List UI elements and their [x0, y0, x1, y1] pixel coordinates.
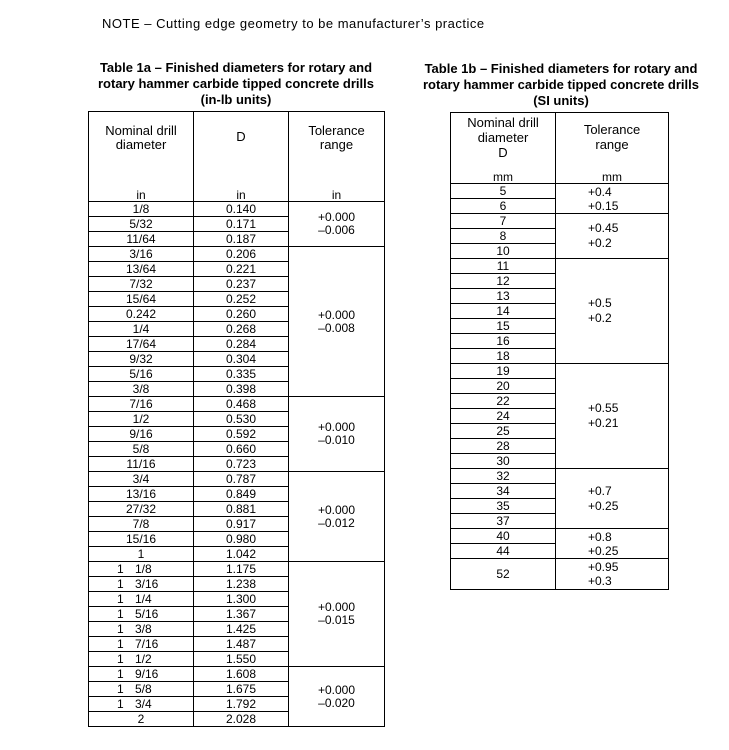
table-row: [89, 667, 385, 682]
caption-line: Table 1b – Finished diameters for rotary and: [424, 61, 698, 76]
table-1a-caption: [86, 60, 386, 108]
header-text: range: [319, 137, 354, 152]
whole-part: 1: [117, 637, 124, 651]
nominal-diameter-cell: 5/16: [89, 367, 194, 382]
tolerance-upper: +0.4: [588, 184, 612, 199]
nominal-diameter-cell: 8: [451, 229, 556, 244]
fraction-part: 7/16: [135, 637, 159, 651]
diameter-d-cell: 0.917: [194, 517, 289, 532]
whole-part: 1: [117, 697, 124, 711]
nominal-diameter-cell: 11/64: [89, 232, 194, 247]
diameter-d-cell: 0.237: [194, 277, 289, 292]
header-d: [194, 112, 289, 190]
diameter-d-cell: 1.425: [194, 622, 289, 637]
table-1b-caption: [414, 61, 708, 109]
diameter-d-cell: 0.221: [194, 262, 289, 277]
tolerance-range-cell: [556, 214, 669, 259]
diameter-d-cell: 0.187: [194, 232, 289, 247]
diameter-d-cell: 0.252: [194, 292, 289, 307]
nominal-diameter-cell: 22: [451, 394, 556, 409]
diameter-d-cell: 0.660: [194, 442, 289, 457]
header-row: [89, 112, 385, 190]
nominal-diameter-cell: [89, 652, 194, 667]
tolerance-upper: +0.45: [588, 221, 619, 235]
nominal-diameter-cell: [89, 667, 194, 682]
nominal-diameter-value: [89, 697, 187, 711]
nominal-diameter-value: [89, 652, 187, 666]
tolerance-range-cell: [556, 259, 669, 364]
nominal-diameter-cell: [89, 622, 194, 637]
diameter-d-cell: 1.550: [194, 652, 289, 667]
tolerance-lower: –0.008: [318, 320, 355, 335]
whole-part: 1: [117, 667, 124, 681]
diameter-d-cell: 1.175: [194, 562, 289, 577]
nominal-diameter-cell: 40: [451, 529, 556, 544]
tolerance-range-cell: [556, 559, 669, 590]
header-text: Tolerance: [583, 122, 641, 137]
tolerance-upper: +0.000: [317, 210, 356, 224]
nominal-diameter-value: [89, 637, 187, 651]
tolerance-range-cell: [556, 184, 669, 214]
diameter-d-cell: 1.300: [194, 592, 289, 607]
unit-row: [451, 171, 669, 184]
nominal-diameter-cell: 35: [451, 499, 556, 514]
nominal-diameter-cell: 25: [451, 424, 556, 439]
diameter-d-cell: 0.723: [194, 457, 289, 472]
nominal-diameter-cell: 20: [451, 379, 556, 394]
nominal-diameter-cell: 12: [451, 274, 556, 289]
tolerance-upper: +0.95: [588, 560, 619, 574]
diameter-d-cell: 1.042: [194, 547, 289, 562]
header-tolerance-range: [289, 112, 385, 190]
nominal-diameter-cell: 5: [451, 184, 556, 199]
nominal-diameter-cell: 7: [451, 214, 556, 229]
header-text: Nominal drill: [467, 115, 539, 130]
tolerance-upper: +0.000: [317, 600, 356, 614]
nominal-diameter-cell: 5/8: [89, 442, 194, 457]
tolerance-upper: +0.000: [317, 307, 356, 322]
table-row: [89, 397, 385, 412]
fraction-part: 9/16: [135, 667, 159, 681]
nominal-diameter-cell: 7/32: [89, 277, 194, 292]
caption-line: (in-lb units): [200, 92, 272, 107]
diameter-d-cell: 0.468: [194, 397, 289, 412]
table-row: [451, 214, 669, 229]
nominal-diameter-value: [89, 622, 187, 636]
whole-part: 1: [117, 622, 124, 636]
nominal-diameter-cell: 3/16: [89, 247, 194, 262]
tolerance-range-cell: [289, 472, 385, 562]
unit-cell: in: [89, 189, 194, 202]
diameter-d-cell: 0.206: [194, 247, 289, 262]
nominal-diameter-cell: 5/32: [89, 217, 194, 232]
tolerance-upper: +0.000: [317, 682, 356, 697]
tolerance-lower: +0.2: [588, 311, 612, 325]
nominal-diameter-cell: 1: [89, 547, 194, 562]
nominal-diameter-cell: 27/32: [89, 502, 194, 517]
table-row: [89, 562, 385, 577]
nominal-diameter-cell: 15/16: [89, 532, 194, 547]
tolerance-range-cell: [289, 562, 385, 667]
whole-part: 1: [117, 562, 124, 576]
tolerance-lower: –0.006: [318, 223, 355, 237]
nominal-diameter-cell: 2: [89, 712, 194, 727]
caption-line: (SI units): [533, 93, 589, 108]
whole-part: 1: [117, 682, 124, 696]
nominal-diameter-value: [89, 667, 187, 681]
caption-line: rotary hammer carbide tipped concrete drills: [423, 77, 699, 92]
header-text: range: [595, 137, 629, 152]
nominal-diameter-cell: 7/8: [89, 517, 194, 532]
tolerance-lower: –0.015: [318, 613, 355, 627]
table-row: [451, 529, 669, 544]
nominal-diameter-cell: 6: [451, 199, 556, 214]
table-row: [89, 202, 385, 217]
fraction-part: 3/16: [135, 577, 159, 591]
nominal-diameter-cell: 17/64: [89, 337, 194, 352]
diameter-d-cell: 0.260: [194, 307, 289, 322]
nominal-diameter-cell: 19: [451, 364, 556, 379]
table-row: [451, 259, 669, 274]
diameter-d-cell: 0.140: [194, 202, 289, 217]
nominal-diameter-cell: 3/4: [89, 472, 194, 487]
header-text: D: [498, 145, 508, 160]
nominal-diameter-cell: 18: [451, 349, 556, 364]
tolerance-range-cell: [289, 202, 385, 247]
nominal-diameter-cell: 15/64: [89, 292, 194, 307]
nominal-diameter-cell: [89, 607, 194, 622]
tolerance-lower: +0.25: [588, 498, 619, 513]
nominal-diameter-cell: 9/16: [89, 427, 194, 442]
diameter-d-cell: 0.881: [194, 502, 289, 517]
nominal-diameter-cell: 52: [451, 559, 556, 590]
caption-line: rotary hammer carbide tipped concrete drills: [98, 76, 374, 91]
tolerance-upper: +0.7: [588, 483, 612, 498]
table-1b: [450, 112, 669, 590]
diameter-d-cell: 0.398: [194, 382, 289, 397]
note-text: NOTE – Cutting edge geometry to be manufacturer’s practice: [102, 16, 485, 31]
nominal-diameter-value: [89, 607, 187, 621]
nominal-diameter-cell: 7/16: [89, 397, 194, 412]
tolerance-lower: +0.25: [588, 543, 619, 558]
diameter-d-cell: 0.530: [194, 412, 289, 427]
nominal-diameter-cell: 11: [451, 259, 556, 274]
nominal-diameter-cell: 0.242: [89, 307, 194, 322]
nominal-diameter-cell: 28: [451, 439, 556, 454]
tolerance-range-cell: [289, 247, 385, 397]
nominal-diameter-cell: 13/16: [89, 487, 194, 502]
nominal-diameter-value: [89, 562, 187, 576]
nominal-diameter-cell: 1/8: [89, 202, 194, 217]
nominal-diameter-cell: 44: [451, 544, 556, 559]
tolerance-range-cell: [556, 364, 669, 469]
unit-cell: mm: [451, 171, 556, 184]
tolerance-lower: –0.020: [318, 695, 355, 710]
nominal-diameter-cell: [89, 577, 194, 592]
nominal-diameter-cell: 34: [451, 484, 556, 499]
tolerance-range-cell: [556, 469, 669, 529]
diameter-d-cell: 0.268: [194, 322, 289, 337]
table-row: [451, 184, 669, 199]
unit-cell: in: [289, 189, 385, 202]
nominal-diameter-cell: 14: [451, 304, 556, 319]
nominal-diameter-value: [89, 592, 187, 606]
nominal-diameter-cell: 1/4: [89, 322, 194, 337]
fraction-part: 5/8: [135, 682, 152, 696]
tolerance-range-cell: [289, 397, 385, 472]
diameter-d-cell: 0.592: [194, 427, 289, 442]
nominal-diameter-cell: [89, 592, 194, 607]
header-tolerance-range: [556, 113, 669, 172]
whole-part: 1: [117, 607, 124, 621]
nominal-diameter-cell: 15: [451, 319, 556, 334]
header-text: Tolerance: [308, 123, 365, 138]
tolerance-upper: +0.000: [317, 502, 356, 517]
tolerance-upper: +0.5: [588, 296, 612, 310]
nominal-diameter-value: [89, 577, 187, 591]
table-row: [451, 469, 669, 484]
unit-row: [89, 189, 385, 202]
tolerance-lower: –0.012: [318, 515, 355, 530]
fraction-part: 1/2: [135, 652, 152, 666]
caption-line: Table 1a – Finished diameters for rotary and: [99, 60, 373, 75]
nominal-diameter-cell: [89, 637, 194, 652]
diameter-d-cell: 0.849: [194, 487, 289, 502]
nominal-diameter-cell: 3/8: [89, 382, 194, 397]
diameter-d-cell: 2.028: [194, 712, 289, 727]
header-text: diameter: [115, 137, 167, 152]
diameter-d-cell: 1.675: [194, 682, 289, 697]
nominal-diameter-cell: 11/16: [89, 457, 194, 472]
fraction-part: 1/8: [135, 562, 152, 576]
nominal-diameter-cell: 32: [451, 469, 556, 484]
tolerance-range-cell: [289, 667, 385, 727]
header-nominal-diameter: [451, 113, 556, 172]
diameter-d-cell: 0.980: [194, 532, 289, 547]
tolerance-upper: +0.55: [588, 401, 619, 415]
nominal-diameter-cell: [89, 562, 194, 577]
fraction-part: 3/8: [135, 622, 152, 636]
header-nominal-diameter: [89, 112, 194, 190]
diameter-d-cell: 1.608: [194, 667, 289, 682]
nominal-diameter-cell: 30: [451, 454, 556, 469]
table-row: [451, 559, 669, 590]
header-text: D: [236, 129, 246, 144]
table-row: [89, 472, 385, 487]
whole-part: 1: [117, 577, 124, 591]
diameter-d-cell: 1.487: [194, 637, 289, 652]
table-1a: [88, 111, 385, 727]
tolerance-lower: –0.010: [318, 433, 355, 447]
whole-part: 1: [117, 592, 124, 606]
diameter-d-cell: 1.367: [194, 607, 289, 622]
header-text: Nominal drill: [105, 123, 177, 138]
nominal-diameter-cell: 13: [451, 289, 556, 304]
diameter-d-cell: 0.284: [194, 337, 289, 352]
nominal-diameter-cell: 37: [451, 514, 556, 529]
diameter-d-cell: 1.792: [194, 697, 289, 712]
nominal-diameter-cell: 13/64: [89, 262, 194, 277]
nominal-diameter-value: [89, 682, 187, 696]
nominal-diameter-cell: 10: [451, 244, 556, 259]
fraction-part: 5/16: [135, 607, 159, 621]
nominal-diameter-cell: [89, 697, 194, 712]
table-row: [451, 364, 669, 379]
diameter-d-cell: 0.335: [194, 367, 289, 382]
header-row: [451, 113, 669, 172]
diameter-d-cell: 1.238: [194, 577, 289, 592]
nominal-diameter-cell: 16: [451, 334, 556, 349]
table-row: [89, 247, 385, 262]
unit-cell: mm: [556, 171, 669, 184]
diameter-d-cell: 0.304: [194, 352, 289, 367]
tolerance-upper: +0.8: [588, 529, 612, 544]
nominal-diameter-cell: 9/32: [89, 352, 194, 367]
nominal-diameter-cell: 1/2: [89, 412, 194, 427]
tolerance-lower: +0.2: [588, 236, 612, 250]
unit-cell: in: [194, 189, 289, 202]
tolerance-lower: +0.3: [588, 574, 612, 588]
fraction-part: 3/4: [135, 697, 152, 711]
diameter-d-cell: 0.171: [194, 217, 289, 232]
nominal-diameter-cell: 24: [451, 409, 556, 424]
whole-part: 1: [117, 652, 124, 666]
tolerance-lower: +0.21: [588, 416, 619, 430]
fraction-part: 1/4: [135, 592, 152, 606]
header-text: diameter: [477, 130, 529, 145]
tolerance-upper: +0.000: [317, 420, 356, 434]
tolerance-range-cell: [556, 529, 669, 559]
diameter-d-cell: 0.787: [194, 472, 289, 487]
tolerance-lower: +0.15: [588, 198, 619, 213]
nominal-diameter-cell: [89, 682, 194, 697]
